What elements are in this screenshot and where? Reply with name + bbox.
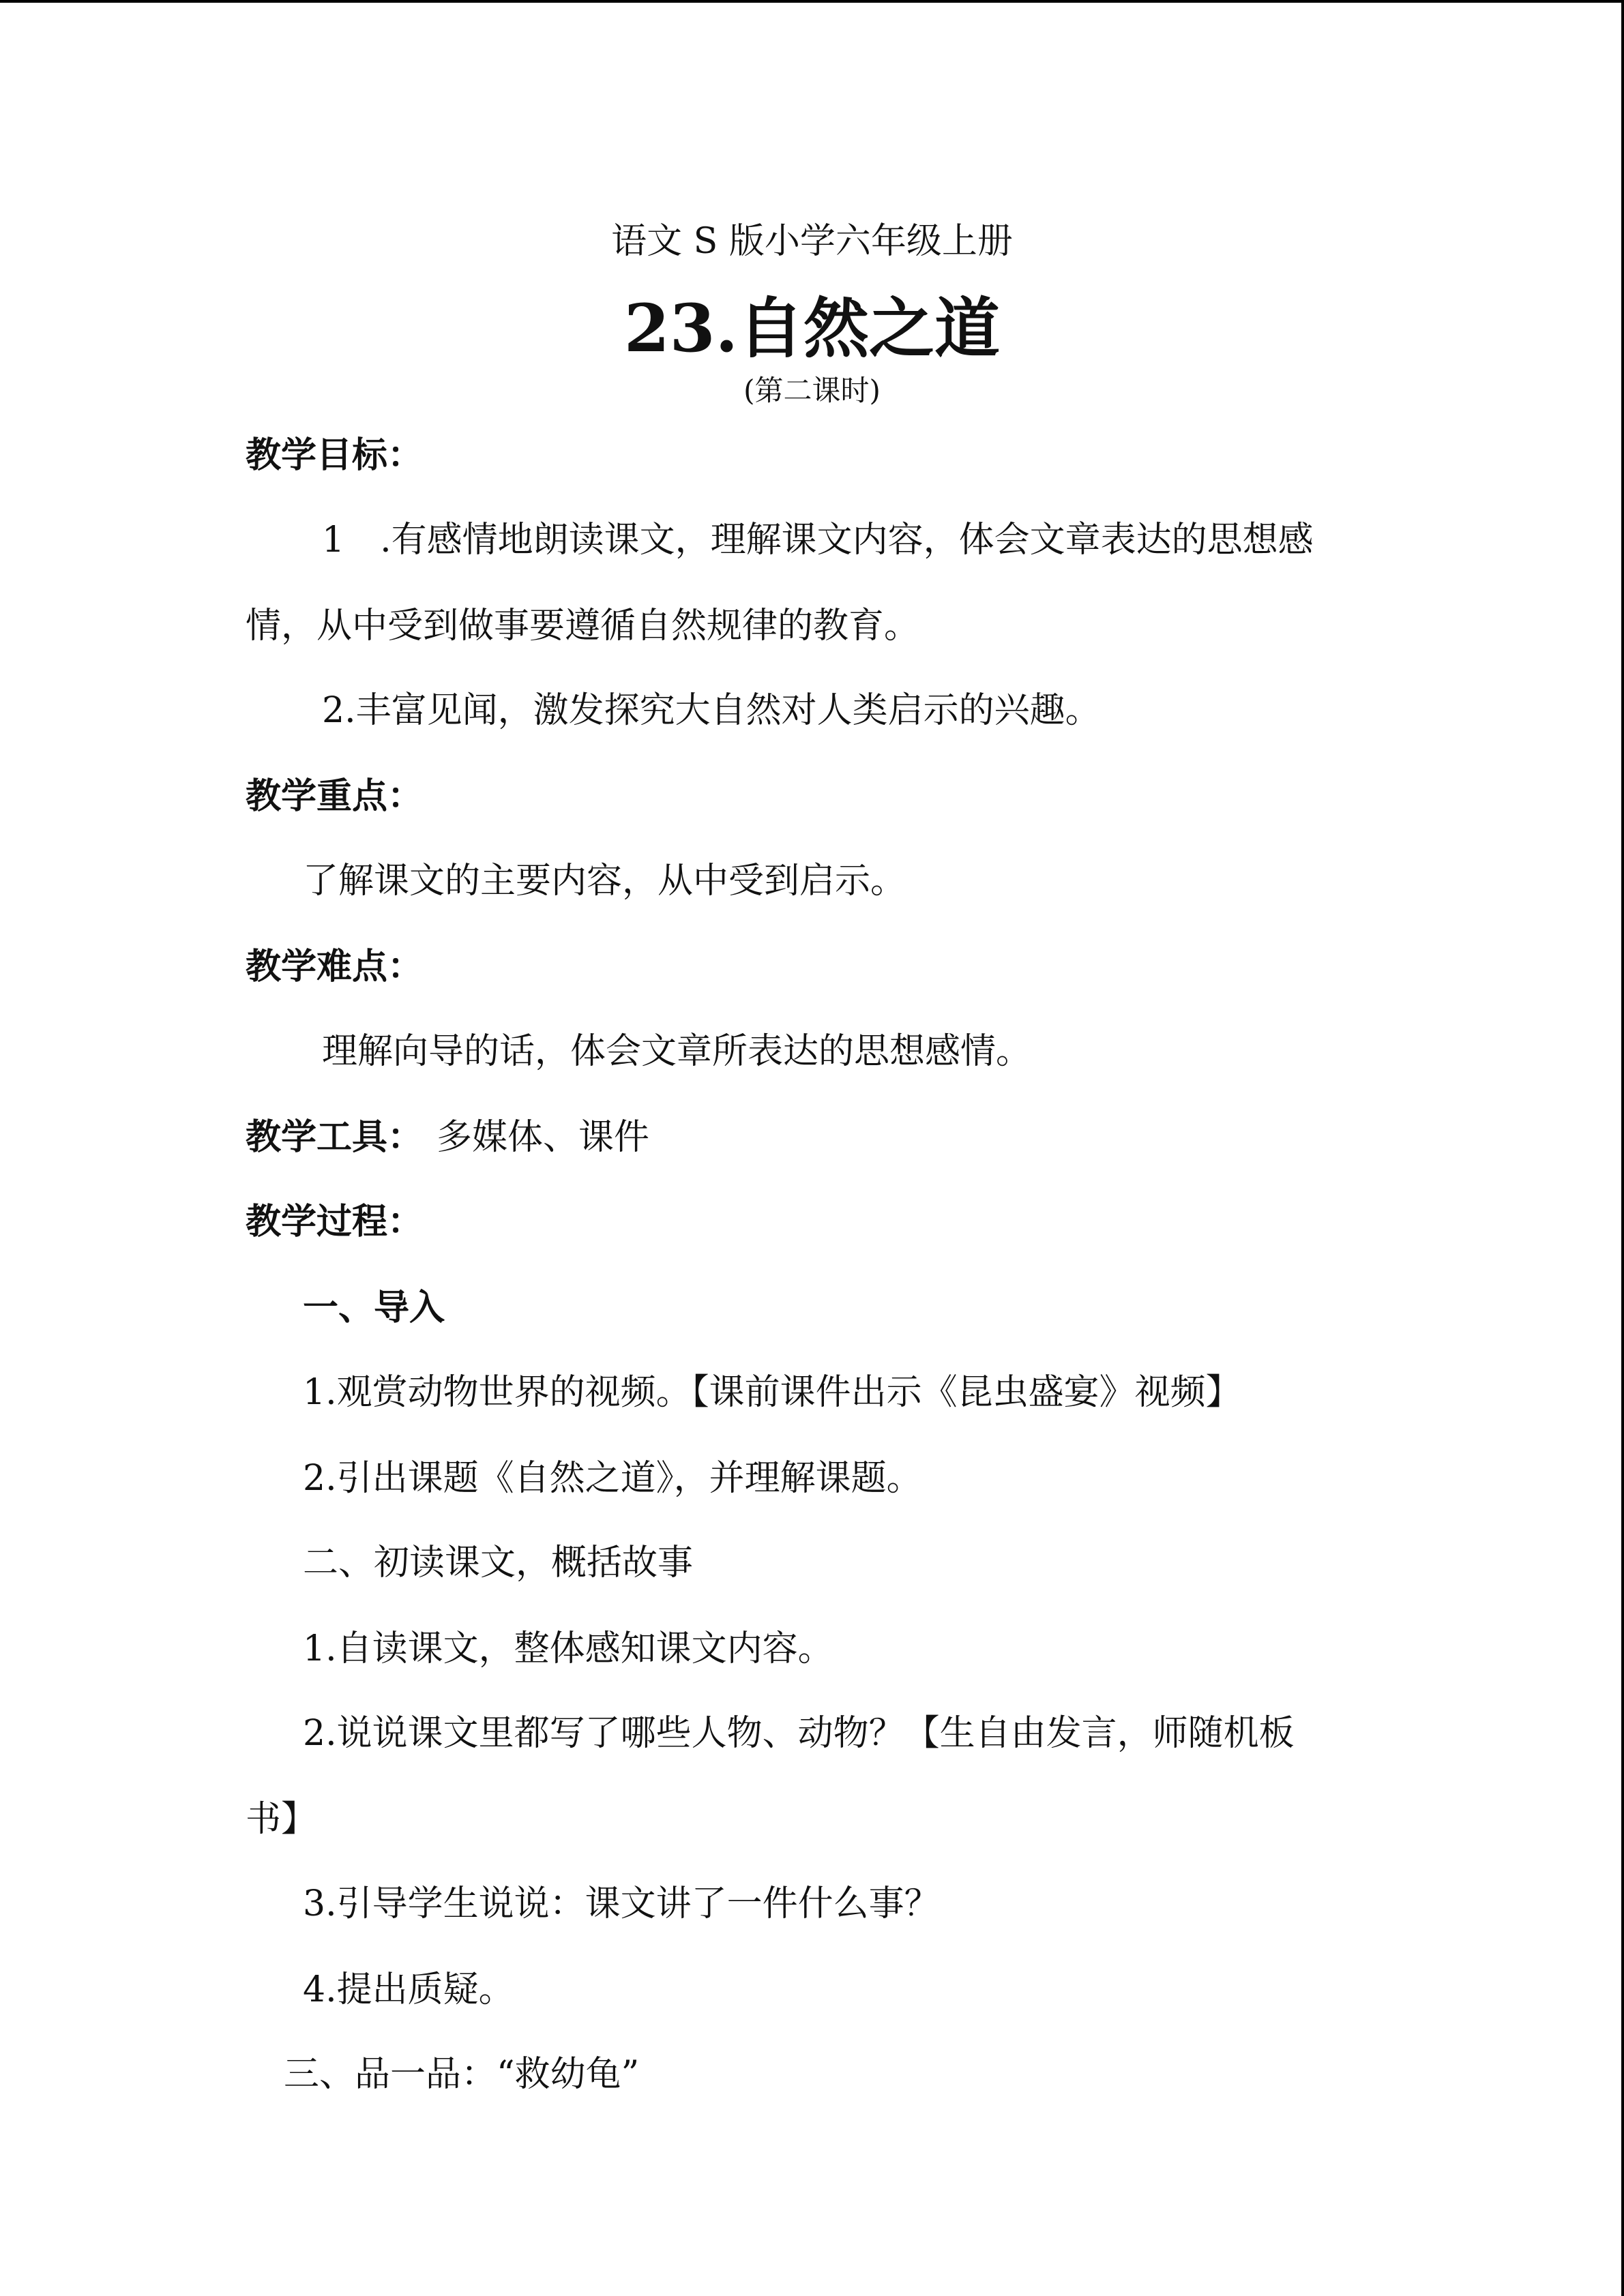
process-section-2-item-4: 4.提出质疑。 bbox=[303, 1969, 514, 2010]
process-section-1-item-2: 2.引出课题《自然之道》，并理解课题。 bbox=[303, 1458, 922, 1499]
teaching-tools-heading: 教学工具： bbox=[246, 1116, 424, 1158]
process-section-3-heading: 三、品一品：“救幼龟” bbox=[284, 2054, 640, 2095]
teaching-difficulty-text: 理解向导的话，体会文章所表达的思想感情。 bbox=[322, 1031, 1032, 1072]
goal-1-line-1: 1 .有感情地朗读课文，理解课文内容，体会文章表达的思想感 bbox=[322, 520, 1314, 561]
lesson-title: 23.自然之道 bbox=[623, 290, 1000, 367]
teaching-key-heading: 教学重点： bbox=[246, 775, 424, 817]
process-section-1-item-1: 1.观赏动物世界的视频。【课前课件出示《昆虫盛宴》视频】 bbox=[303, 1372, 1241, 1413]
teaching-tools-text: 多媒体、课件 bbox=[437, 1117, 650, 1158]
textbook-series: 语文 S 版小学六年级上册 bbox=[611, 221, 1013, 262]
teaching-process-heading: 教学过程： bbox=[246, 1201, 424, 1242]
process-section-2-item-3: 3.引导学生说说：课文讲了一件什么事？ bbox=[303, 1883, 940, 1924]
process-section-2-heading: 二、初读课文，概括故事 bbox=[303, 1542, 694, 1583]
teaching-key-text: 了解课文的主要内容，从中受到启示。 bbox=[303, 861, 906, 901]
goal-2: 2.丰富见闻，激发探究大自然对人类启示的兴趣。 bbox=[322, 690, 1101, 731]
process-section-1-heading: 一、导入 bbox=[303, 1287, 445, 1328]
goal-1-line-2: 情，从中受到做事要遵循自然规律的教育。 bbox=[246, 606, 920, 646]
lesson-period: (第二课时) bbox=[743, 374, 881, 407]
process-section-2-item-2-line-1: 2.说说课文里都写了哪些人物、动物？【生自由发言，师随机板 bbox=[303, 1713, 1295, 1754]
teaching-difficulty-heading: 教学难点： bbox=[246, 946, 424, 987]
process-section-2-item-1: 1.自读课文，整体感知课文内容。 bbox=[303, 1628, 833, 1669]
process-section-2-item-2-line-2: 书】 bbox=[246, 1799, 317, 1840]
teaching-goals-heading: 教学目标： bbox=[246, 434, 424, 476]
